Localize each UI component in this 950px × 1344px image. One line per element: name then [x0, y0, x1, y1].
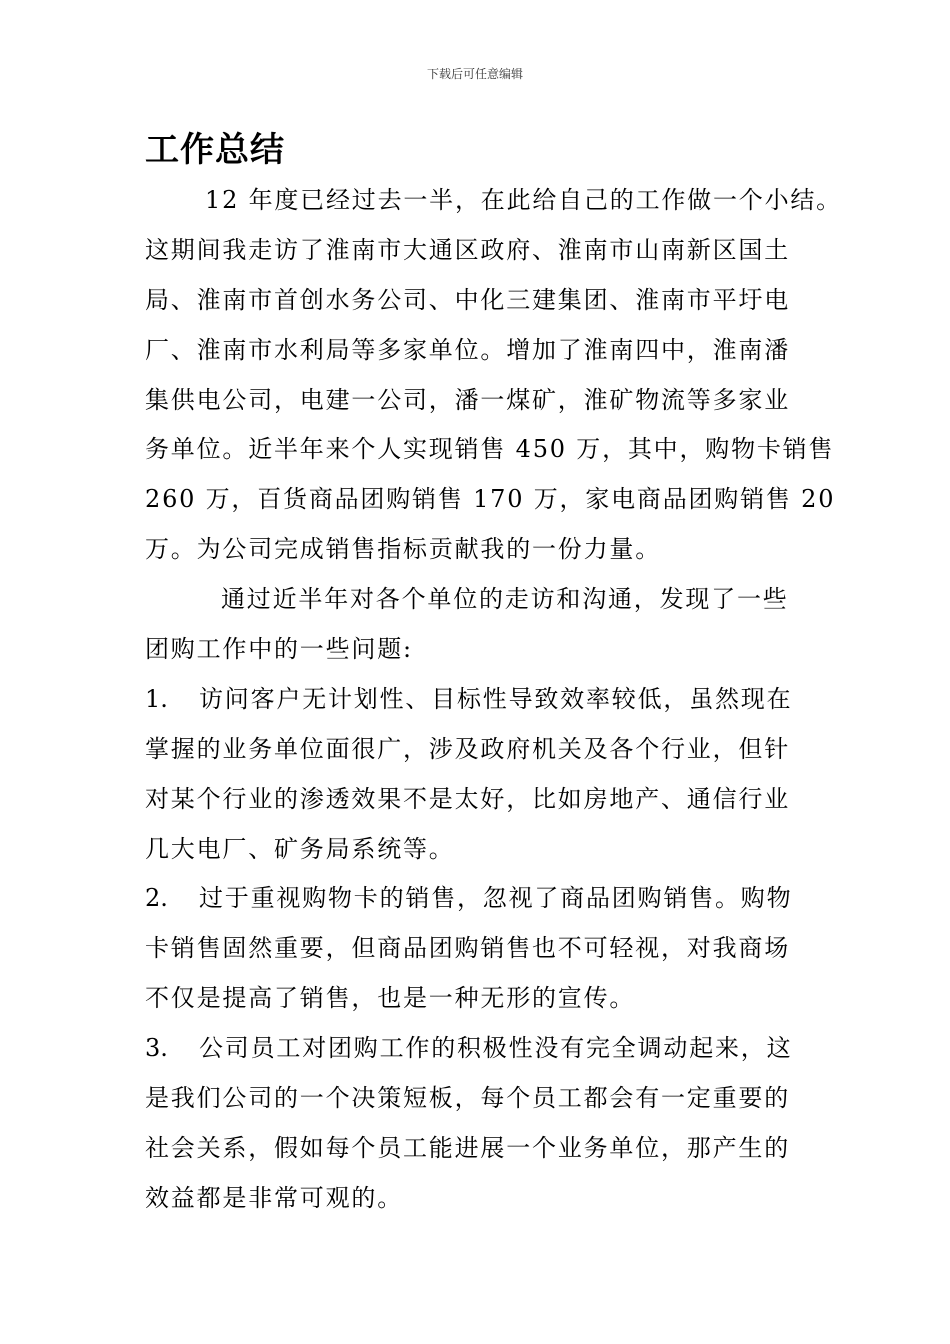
list-item-line — [145, 1024, 817, 1074]
header-note: 下载后可任意编辑 — [426, 67, 523, 81]
paragraph-line: 效益都是非常可观的。 — [145, 1183, 403, 1212]
paragraph-line: 社会关系，假如每个员工能进展一个业务单位，那产生的 — [145, 1133, 790, 1162]
paragraph-line: 务单位。近半年来个人实现销售 450 万，其中，购物卡销售 — [145, 435, 835, 464]
document-title: 工作总结 — [145, 130, 285, 170]
paragraph-line: 不仅是提高了销售，也是一种无形的宣传。 — [145, 984, 636, 1013]
list-number: 3. — [145, 1034, 168, 1063]
list-number: 1. — [145, 684, 168, 713]
paragraph-line: 团购工作中的一些问题: — [145, 635, 413, 664]
paragraph-line: 260 万，百货商品团购销售 170 万，家电商品团购销售 20 — [145, 485, 836, 514]
paragraph-line: 掌握的业务单位面很广，涉及政府机关及各个行业，但针 — [145, 734, 790, 763]
paragraph-line: 通过近半年对各个单位的走访和沟通，发现了一些 — [221, 585, 789, 614]
paragraph-line: 卡销售固然重要，但商品团购销售也不可轻视，对我商场 — [145, 934, 790, 963]
paragraph-line: 厂、淮南市水利局等多家单位。增加了淮南四中，淮南潘 — [145, 335, 790, 364]
paragraph-line: 局、淮南市首创水务公司、中化三建集团、淮南市平圩电 — [145, 285, 790, 314]
paragraph-line: 这期间我走访了淮南市大通区政府、淮南市山南新区国土 — [145, 235, 790, 264]
paragraph-line: 对某个行业的渗透效果不是太好，比如房地产、通信行业 — [145, 784, 790, 813]
paragraph-line: 万。为公司完成销售指标贡献我的一份力量。 — [145, 535, 661, 564]
list-item-line — [145, 675, 817, 725]
list-item-line — [145, 874, 817, 924]
paragraph-line: 12 年度已经过去一半，在此给自己的工作做一个小结。 — [205, 186, 842, 214]
list-item-text: 过于重视购物卡的销售，忽视了商品团购销售。购物 — [199, 884, 793, 913]
list-number: 2. — [145, 884, 168, 913]
paragraph-line: 集供电公司，电建一公司，潘一煤矿，淮矿物流等多家业 — [145, 385, 790, 414]
list-item-text: 公司员工对团购工作的积极性没有完全调动起来，这 — [199, 1034, 793, 1063]
paragraph-line: 几大电厂、矿务局系统等。 — [145, 834, 455, 863]
paragraph-line: 是我们公司的一个决策短板，每个员工都会有一定重要的 — [145, 1084, 790, 1113]
list-item-text: 访问客户无计划性、目标性导致效率较低，虽然现在 — [199, 684, 793, 713]
document-body — [145, 176, 842, 1224]
